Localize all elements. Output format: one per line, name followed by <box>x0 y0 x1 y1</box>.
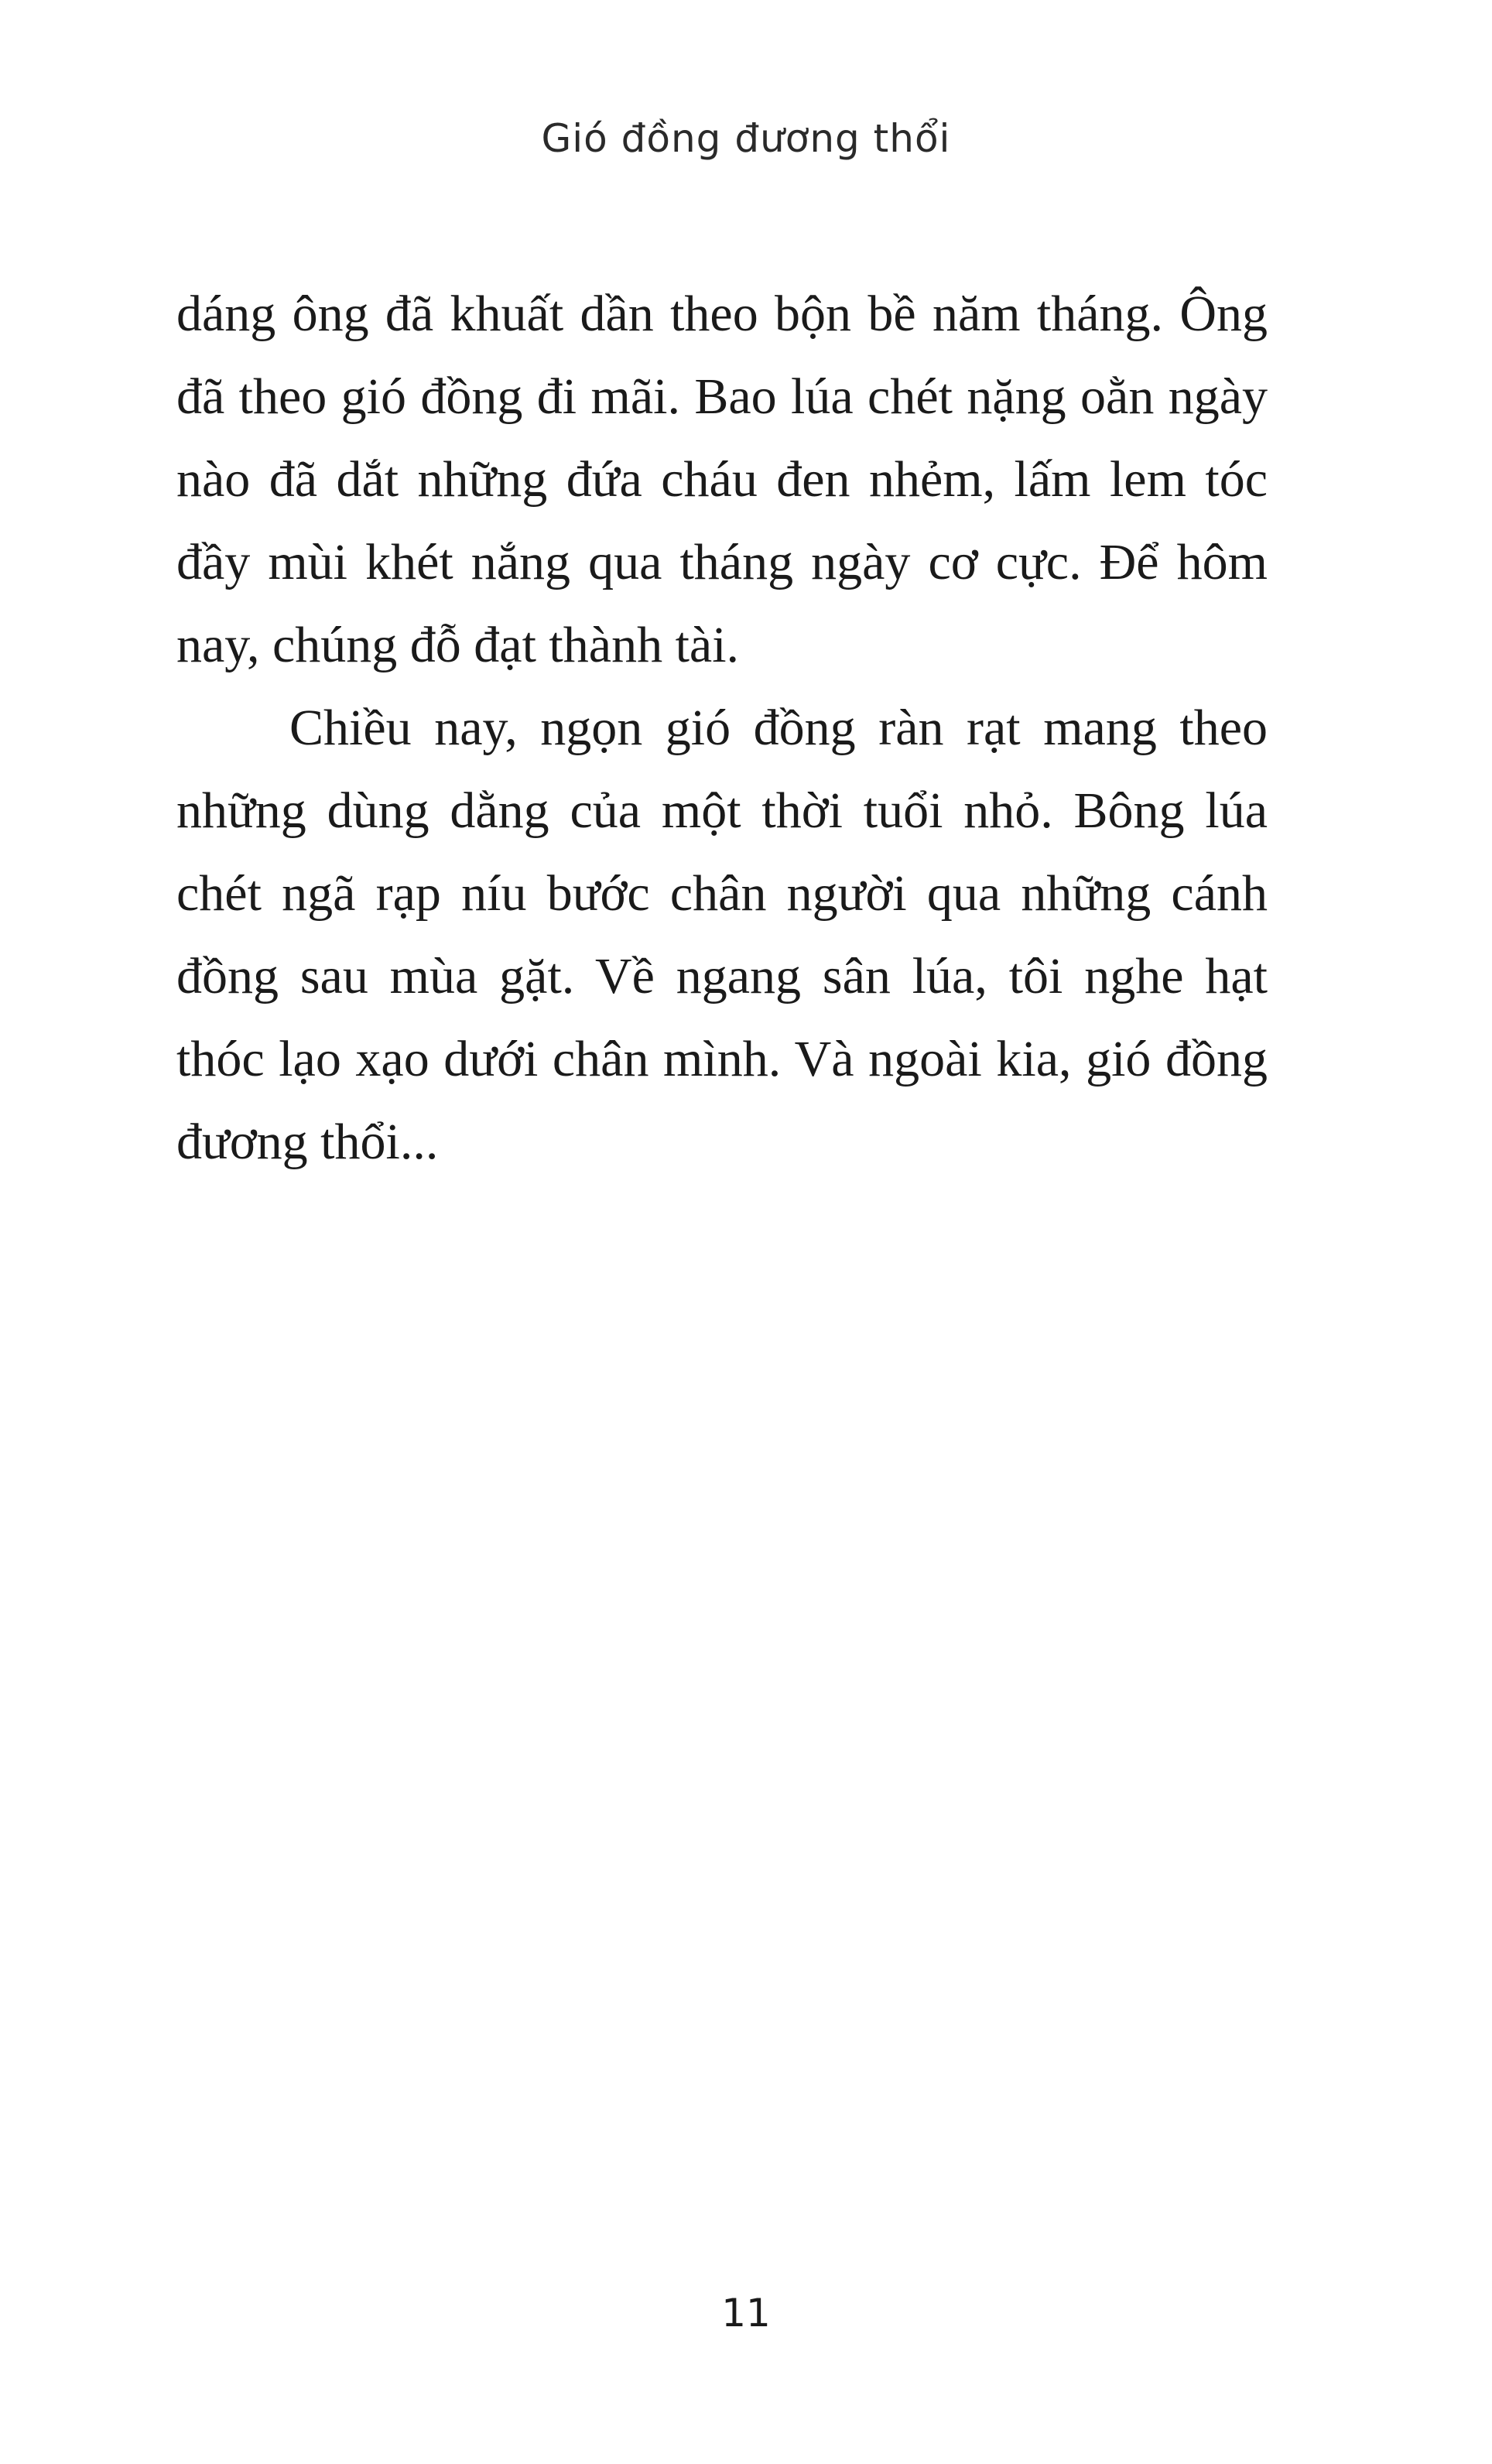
page-number: 11 <box>721 2291 771 2336</box>
running-header: Gió đồng đương thổi <box>541 116 951 161</box>
paragraph-continuation: dáng ông đã khuất dần theo bộn bề năm tháng. Ông đã theo gió đồng đi mãi. Bao lúa chét nặng oằn ngày nào đã dắt những đứa cháu đen nhẻm, lấm lem tóc đầy mùi khét nắng qua tháng ngày cơ cực. Để hôm nay, chúng đỗ đạt thành tài. <box>176 286 1268 673</box>
body-text <box>176 272 1268 1183</box>
paragraph: Chiều nay, ngọn gió đồng ràn rạt mang theo những dùng dằng của một thời tuổi nhỏ. Bông lúa chét ngã rạp níu bước chân người qua những cánh đồng sau mùa gặt. Về ngang sân lúa, tôi nghe hạt thóc lạo xạo dưới chân mình. Và ngoài kia, gió đồng đương thổi... <box>176 700 1268 1170</box>
